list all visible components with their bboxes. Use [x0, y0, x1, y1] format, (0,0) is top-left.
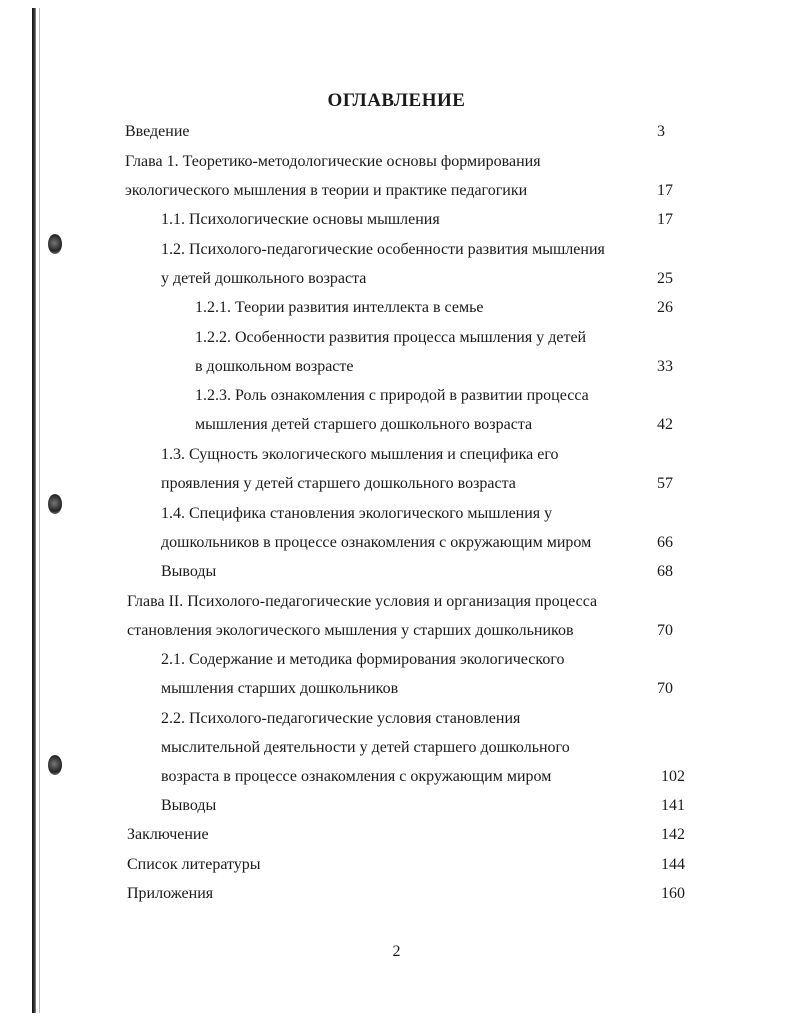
toc-entry-text: проявления у детей старшего дошкольного возраста: [161, 475, 516, 492]
toc-page-number: 33: [657, 358, 673, 375]
toc-entry-text: Приложения: [127, 885, 214, 902]
toc-entry-text: 1.2.2. Особенности развития процесса мышления у детей: [195, 329, 587, 346]
toc-entry-text: становления экологического мышления у старших дошкольников: [127, 622, 574, 639]
toc-entry-text: дошкольников в процессе ознакомления с окружающим миром: [161, 534, 592, 551]
toc-entry-text: мыслительной деятельности у детей старшего дошкольного: [161, 739, 570, 756]
toc-entry-text: 1.1. Психологические основы мышления: [161, 211, 440, 228]
toc-entry-text: Список литературы: [127, 856, 261, 873]
scan-binding-edge: [32, 8, 36, 1013]
toc-entry-text: Выводы: [161, 797, 217, 814]
toc-entry-text: Глава II. Психолого-педагогические условия и организация процесса: [127, 593, 598, 610]
toc-page-number: 26: [657, 299, 673, 316]
toc-entry-text: 2.1. Содержание и методика формирования экологического: [161, 651, 565, 668]
toc-page-number: 17: [657, 182, 673, 199]
toc-page-number: 17: [657, 211, 673, 228]
toc-entry-text: экологического мышления в теории и практике педагогики: [125, 182, 528, 199]
toc-entry-text: у детей дошкольного возраста: [161, 270, 367, 287]
toc-page-number: 142: [661, 826, 685, 843]
toc-page-number: 141: [661, 797, 685, 814]
punch-hole-mark: [48, 494, 62, 514]
toc-entry-text: 1.2.1. Теории развития интеллекта в семье: [195, 299, 484, 316]
toc-entry-text: Заключение: [127, 826, 209, 843]
punch-hole-mark: [48, 755, 62, 775]
toc-entry-text: Глава 1. Теоретико-методологические основы формирования: [125, 153, 541, 170]
page-number-footer: 2: [392, 943, 401, 960]
toc-page-number: 25: [657, 270, 673, 287]
toc-entry-text: 1.2. Психолого-педагогические особенности развития мышления: [161, 241, 605, 258]
toc-page-number: 102: [661, 768, 685, 785]
toc-page-number: 160: [661, 885, 685, 902]
toc-page-number: 3: [657, 123, 665, 140]
page-title: ОГЛАВЛЕНИЕ: [327, 90, 466, 111]
toc-entry-text: мышления старших дошкольников: [161, 680, 399, 697]
toc-page-number: 57: [657, 475, 673, 492]
toc-entry-text: 2.2. Психолого-педагогические условия становления: [161, 710, 521, 727]
toc-page-number: 70: [657, 622, 673, 639]
scan-binding-line: [39, 8, 40, 1013]
toc-page-number: 70: [657, 680, 673, 697]
toc-page-number: 42: [657, 416, 673, 433]
toc-entry-text: возраста в процессе ознакомления с окружающим миром: [161, 768, 552, 785]
toc-page-number: 144: [661, 856, 685, 873]
toc-entry-text: 1.2.3. Роль ознакомления с природой в развитии процесса: [195, 387, 589, 404]
toc-page-number: 66: [657, 534, 673, 551]
toc-entry-text: Выводы: [161, 563, 217, 580]
toc-page-number: 68: [657, 563, 673, 580]
punch-hole-mark: [48, 234, 62, 254]
toc-entry-text: 1.4. Специфика становления экологического мышления у: [161, 505, 553, 522]
toc-entry-text: в дошкольном возрасте: [195, 358, 354, 375]
toc-entry-text: Введение: [125, 123, 190, 140]
toc-entry-text: мышления детей старшего дошкольного возраста: [195, 416, 533, 433]
toc-entry-text: 1.3. Сущность экологического мышления и специфика его: [161, 446, 559, 463]
